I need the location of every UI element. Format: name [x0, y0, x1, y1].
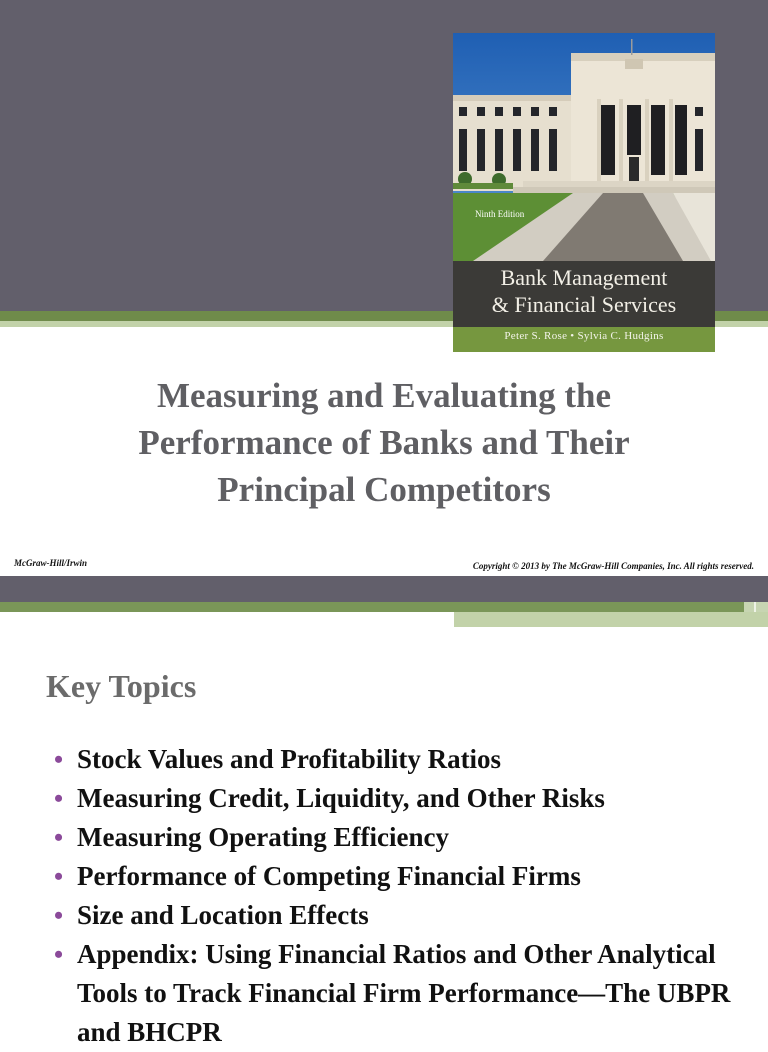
bullet-icon: •: [54, 940, 64, 969]
key-topics-slide: [0, 576, 768, 1047]
book-cover: [453, 33, 715, 352]
copyright-footer: Copyright © 2013 by The McGraw-Hill Companies, Inc. All rights reserved.: [472, 561, 754, 571]
topic-item: [52, 857, 752, 896]
slide-title-line-3: Principal Competitors: [217, 470, 551, 509]
topic-text: Stock Values and Profitability Ratios: [77, 744, 502, 774]
accent-stripe-divider: [754, 602, 756, 612]
accent-stripe: [0, 602, 768, 612]
topic-item: [52, 740, 752, 779]
topic-text: Size and Location Effects: [77, 900, 369, 930]
cover-authors: Peter S. Rose • Sylvia C. Hudgins: [504, 330, 664, 342]
slide-title-line-2: Performance of Banks and Their: [138, 423, 630, 462]
slide-title: [40, 372, 728, 513]
topic-text: Measuring Operating Efficiency: [77, 822, 449, 852]
topic-text: Measuring Credit, Liquidity, and Other Risks: [77, 783, 605, 813]
bullet-icon: •: [54, 901, 64, 930]
topic-text: Performance of Competing Financial Firms: [77, 861, 581, 891]
topic-item: [52, 779, 752, 818]
cover-title-line-2: & Financial Services: [491, 292, 677, 317]
cover-title-line-1: Bank Management: [500, 265, 668, 290]
header-band: [0, 576, 768, 602]
topic-item: [52, 896, 752, 935]
accent-stripe-light: [454, 612, 768, 627]
cover-edition: Ninth Edition: [475, 209, 525, 219]
bullet-icon: •: [54, 862, 64, 891]
publisher-footer: McGraw-Hill/Irwin: [14, 558, 88, 568]
topic-item: [52, 818, 752, 857]
bullet-icon: •: [54, 784, 64, 813]
bullet-icon: •: [54, 745, 64, 774]
topics-list: [52, 740, 752, 1052]
topic-item: [52, 935, 752, 1052]
accent-stripe-tab: [744, 602, 768, 612]
slide-title-line-1: Measuring and Evaluating the: [156, 376, 612, 415]
topic-text: Appendix: Using Financial Ratios and Other Analytical Tools to Track Financial Firm Performance—The UBPR and BHCPR: [77, 939, 731, 1047]
slide-heading: Key Topics: [46, 668, 197, 704]
bullet-icon: •: [54, 823, 64, 852]
